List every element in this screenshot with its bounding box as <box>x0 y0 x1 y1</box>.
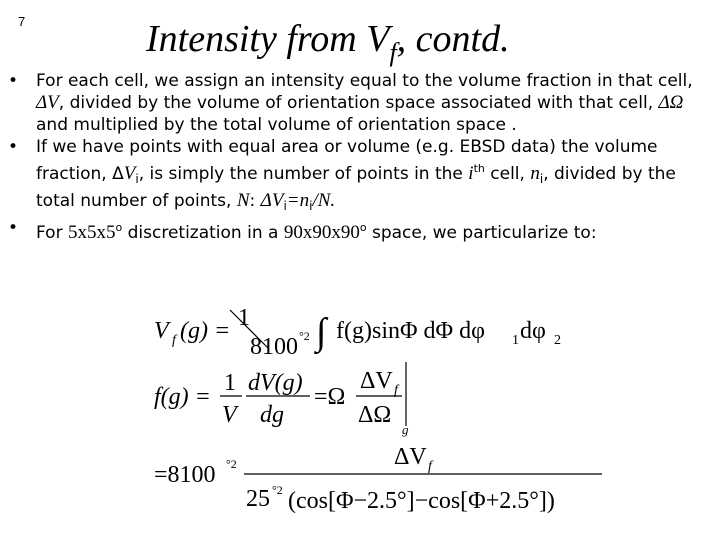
eq1-sub2: 2 <box>554 333 561 348</box>
math-v: V <box>123 163 136 184</box>
equation-vf <box>154 305 561 360</box>
eq3-num: ΔV <box>394 444 427 470</box>
math-subscript: i <box>283 199 287 213</box>
bullet-text: For <box>36 223 68 243</box>
math-eq: /N. <box>312 190 336 211</box>
math-delta-v: ΔV <box>36 92 59 113</box>
math-delta: Δ <box>112 164 124 184</box>
eq1-lhs-g: (g) = <box>180 318 231 344</box>
eq1-lhs-f: f <box>172 333 176 348</box>
bullet-text: cell, <box>484 164 531 184</box>
bullet-list <box>0 70 720 244</box>
bullet-item-discretization <box>0 217 720 244</box>
equation-fg <box>154 362 409 437</box>
math-subscript: i <box>135 172 139 186</box>
math-subscript: i <box>539 172 544 186</box>
title-suffix: , contd. <box>396 18 510 60</box>
eq3-lhs: =8100 <box>154 462 216 488</box>
eq2-frac2-num: dV(g) <box>248 370 303 396</box>
eq1-num: 1 <box>238 305 250 331</box>
slide-title <box>146 20 510 66</box>
bullet-text: , divided by the volume of orientation space associated with that cell, <box>58 93 659 113</box>
bullet-item-intensity <box>0 70 720 136</box>
slide-number: 7 <box>18 14 26 29</box>
equation-block <box>150 300 620 522</box>
math-space: 90x90x90 <box>283 222 360 243</box>
bullet-text: , divided by the total number of points, <box>36 164 676 211</box>
eq2-frac3-den: ΔΩ <box>358 402 392 428</box>
math-discretization: 5x5x5 <box>67 222 116 243</box>
eq1-integrand2: dφ <box>520 318 546 344</box>
bullet-item-ebsd <box>0 136 720 217</box>
eq1-den-sup: °2 <box>299 329 310 343</box>
eq2-lhs: f(g) = <box>154 384 211 410</box>
degree-sign: o <box>359 221 367 234</box>
eq1-integrand: f(g)sinΦ dΦ dφ <box>336 318 485 344</box>
eq3-lhs-sup: °2 <box>226 457 237 471</box>
bullet-text: , is simply the number of points in the <box>138 164 469 184</box>
eq2-frac1-num: 1 <box>224 370 236 396</box>
eq3-num-sub: f <box>428 459 432 474</box>
bullet-text: and multiplied by the total volume of orientation space . <box>36 115 517 135</box>
title-subscript: f <box>389 38 397 67</box>
eq2-frac1-den: V <box>222 402 237 428</box>
math-subscript: i <box>309 199 313 213</box>
eq1-sub1: 1 <box>512 333 519 348</box>
eq2-frac3-num-sub: f <box>394 383 398 398</box>
math-i: i <box>468 163 474 184</box>
math-delta-omega: ΔΩ <box>658 92 684 113</box>
bullet-text: If we have points with equal area or volume (e.g. EBSD data) the volume fraction, <box>36 137 658 184</box>
eq2-eval-sub: g <box>402 422 409 437</box>
eq2-frac2-den: dg <box>260 402 284 428</box>
bullet-text: space, we particularize to: <box>366 223 597 243</box>
math-n: n <box>530 163 540 184</box>
math-superscript: th <box>473 162 485 175</box>
eq3-den-a-sup: °2 <box>272 483 283 497</box>
bullet-text: discretization in a <box>122 223 284 243</box>
bullet-text: : <box>249 191 261 211</box>
eq2-omega: =Ω <box>314 384 346 410</box>
math-eq: =n <box>286 190 310 211</box>
eq1-lhs-v: V <box>154 318 169 344</box>
eq3-den-a: 25 <box>246 486 270 512</box>
degree-sign: o <box>115 221 123 234</box>
eq3-den-b: (cos[Φ−2.5°]−cos[Φ+2.5°]) <box>288 488 555 514</box>
eq1-integral: ∫ <box>316 311 327 353</box>
title-main: Intensity from V <box>146 18 390 60</box>
math-eq: ΔV <box>260 190 284 211</box>
equation-expanded <box>154 444 602 514</box>
eq2-frac3-num: ΔV <box>360 368 393 394</box>
bullet-text: For each cell, we assign an intensity equal to the volume fraction in that cell, <box>36 71 693 91</box>
math-big-n: N <box>236 190 250 211</box>
eq1-den: 8100 <box>250 334 298 360</box>
